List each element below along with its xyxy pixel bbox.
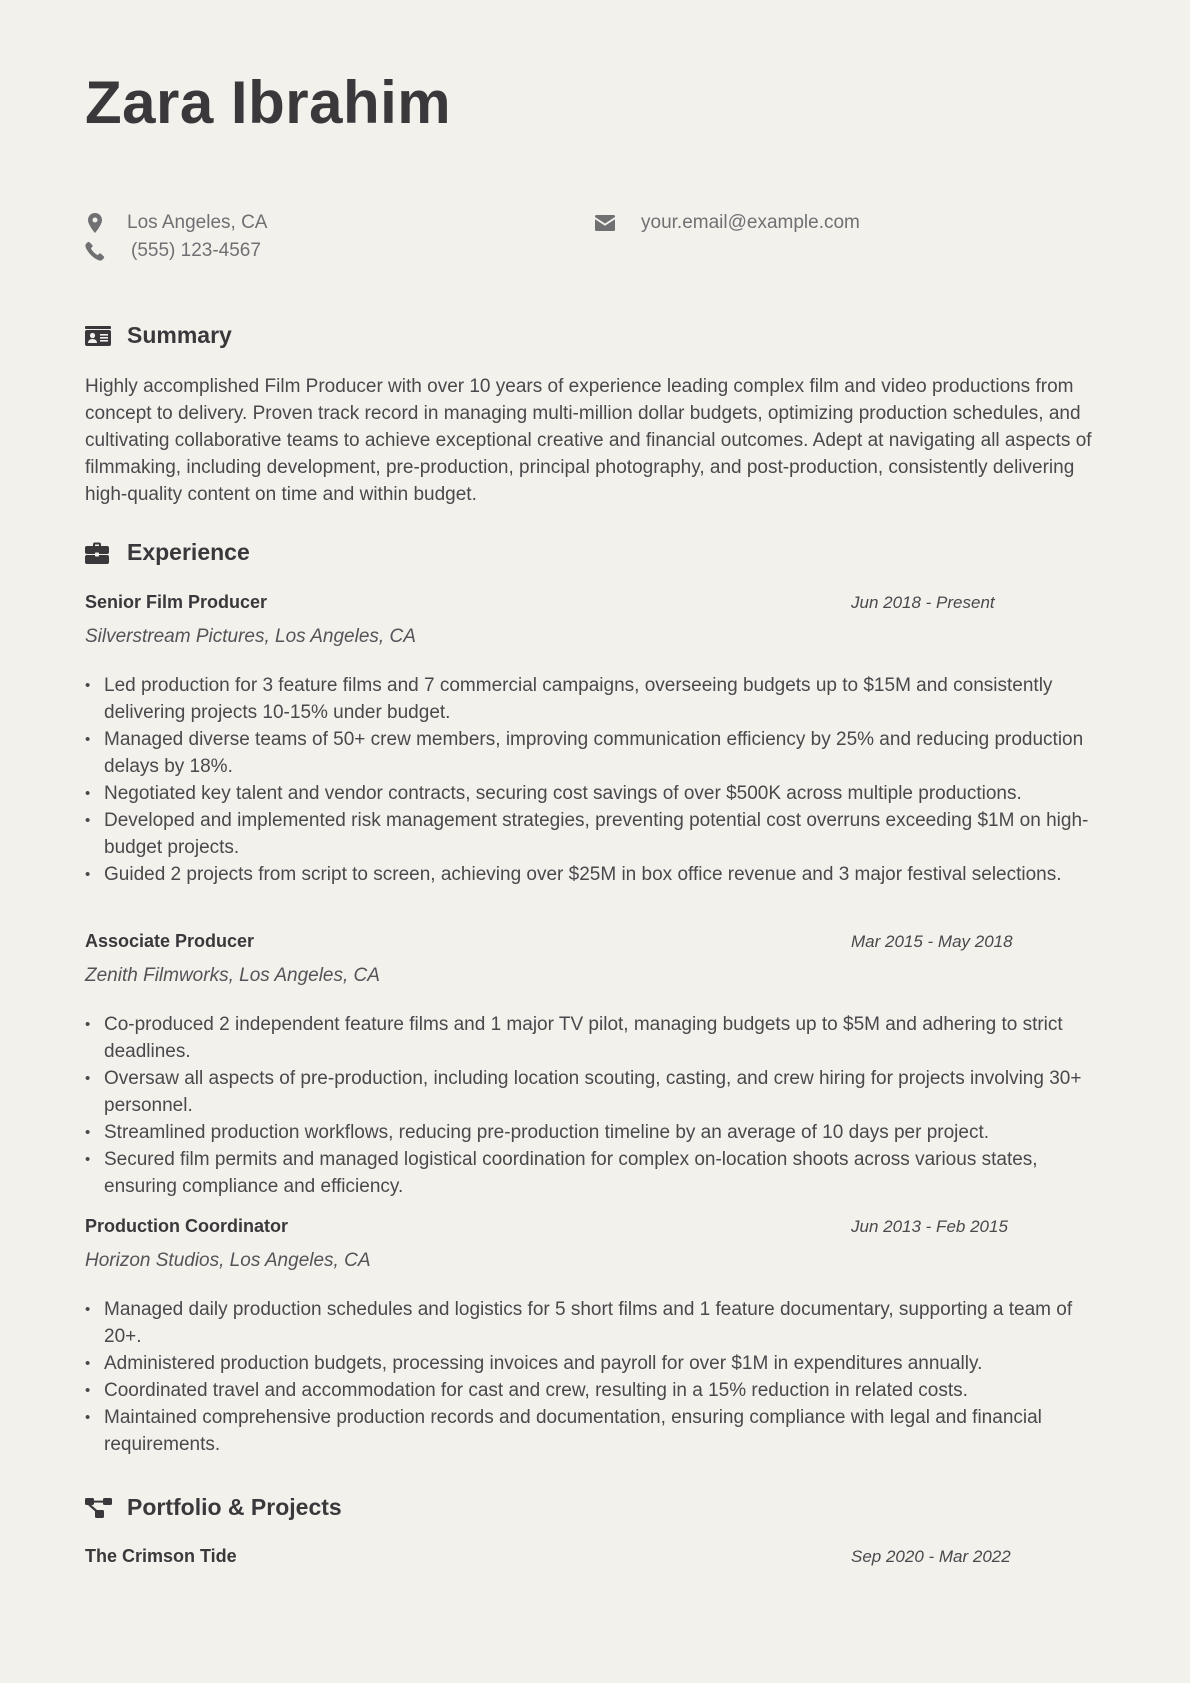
job-bullets (85, 672, 1105, 888)
job-bullet: • Guided 2 projects from script to screen, achieving over $25M in box office revenue and 3 major festival selections. (85, 861, 1105, 888)
job-bullet: • Streamlined production workflows, reducing pre-production timeline by an average of 10 days per project. (85, 1119, 1105, 1146)
job-title: Associate Producer (85, 931, 255, 951)
project-dates: Sep 2020 - Mar 2022 (851, 1547, 1011, 1566)
summary-title: Summary (127, 322, 232, 348)
summary-text: Highly accomplished Film Producer with over 10 years of experience leading complex film and video productions from concept to delivery. Proven track record in managing multi-million dollar budgets, optimizing production schedules, and cultivating collaborative teams to achieve exceptional creative and financial outcomes. Adept at navigating all aspects of filmmaking, including development, pre-production, principal photography, and post-production, consistently delivering high-quality content on time and within budget. (85, 376, 1092, 505)
job-bullet: • Co-produced 2 independent feature films and 1 major TV pilot, managing budgets up to $5M and adhering to strict deadlines. (85, 1011, 1105, 1065)
id-card-icon (85, 324, 113, 348)
job-bullets (85, 1011, 1105, 1200)
experience-title: Experience (127, 539, 250, 565)
email-link[interactable]: your.email@example.com (641, 212, 860, 233)
job-bullet: • Led production for 3 feature films and 7 commercial campaigns, overseeing budgets up to $15M and consistently delivering projects 10-15% under budget. (85, 672, 1105, 726)
job-bullet: • Managed diverse teams of 50+ crew members, improving communication efficiency by 25% and reducing production delays by 18%. (85, 726, 1105, 780)
summary-section-header (85, 322, 232, 349)
job-company: Zenith Filmworks, Los Angeles, CA (85, 965, 380, 986)
experience-section-header (85, 539, 250, 566)
job-bullet: • Coordinated travel and accommodation for cast and crew, resulting in a 15% reduction in related costs. (85, 1377, 1105, 1404)
job-bullet: • Negotiated key talent and vendor contracts, securing cost savings of over $500K across multiple productions. (85, 780, 1105, 807)
job-bullet: • Oversaw all aspects of pre-production, including location scouting, casting, and crew hiring for projects involving 30+ personnel. (85, 1065, 1105, 1119)
job-dates: Jun 2018 - Present (851, 593, 995, 612)
job-bullet: • Developed and implemented risk management strategies, preventing potential cost overruns exceeding $1M on high-budget projects. (85, 807, 1105, 861)
project-diagram-icon (85, 1496, 113, 1520)
contact-phone (85, 240, 261, 262)
candidate-name: Zara Ibrahim (85, 69, 452, 136)
job-dates: Jun 2013 - Feb 2015 (851, 1217, 1008, 1236)
location-text: Los Angeles, CA (127, 212, 268, 233)
job-dates: Mar 2015 - May 2018 (851, 932, 1013, 951)
envelope-icon (595, 212, 615, 234)
project-title: The Crimson Tide (85, 1546, 237, 1566)
job-bullet: • Maintained comprehensive production records and documentation, ensuring compliance with legal and financial requirements. (85, 1404, 1105, 1458)
portfolio-title: Portfolio & Projects (127, 1494, 342, 1520)
job-bullet: • Administered production budgets, processing invoices and payroll for over $1M in expenditures annually. (85, 1350, 1105, 1377)
job-bullet: • Managed daily production schedules and logistics for 5 short films and 1 feature documentary, supporting a team of 20+. (85, 1296, 1105, 1350)
job-title: Senior Film Producer (85, 592, 268, 612)
portfolio-section-header (85, 1494, 342, 1521)
map-marker-icon (85, 212, 105, 234)
contact-email (595, 212, 860, 234)
phone-text: (555) 123-4567 (131, 240, 261, 261)
phone-icon (85, 240, 105, 262)
briefcase-icon (85, 541, 113, 565)
job-bullet: • Secured film permits and managed logistical coordination for complex on-location shoots across various states, ensuring compliance and efficiency. (85, 1146, 1105, 1200)
job-title: Production Coordinator (85, 1216, 288, 1236)
job-company: Horizon Studios, Los Angeles, CA (85, 1250, 371, 1271)
contact-location (85, 212, 267, 234)
job-company: Silverstream Pictures, Los Angeles, CA (85, 626, 416, 647)
job-bullets (85, 1296, 1105, 1458)
